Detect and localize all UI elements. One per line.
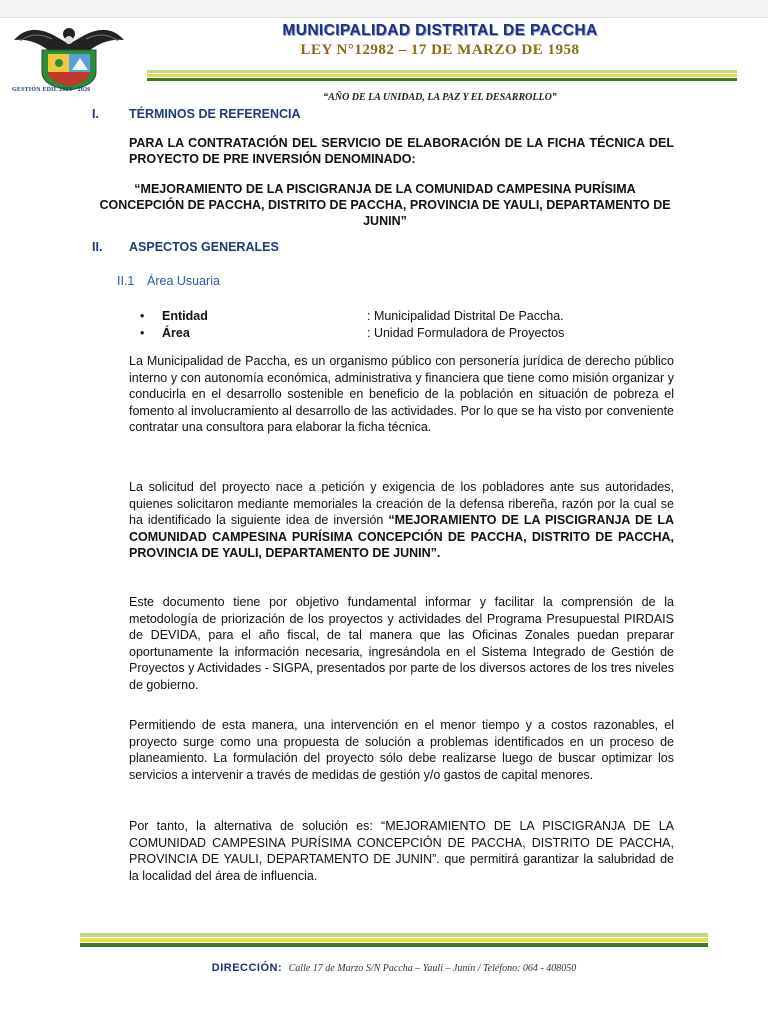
paragraph-2 (129, 479, 674, 562)
paragraph-1: La Municipalidad de Paccha, es un organismo público con personería jurídica de derecho público interno y con autonomía económica, administrativa y financiera que tiene como misión organizar y conducirla en el desarrollo sostenible en beneficio de la población en situación de pobreza el fomento al involucramiento al desarrollo de las actividades. Por lo que se ha visto por conveniente contratar una consultora para elaborar la ficha técnica. (129, 354, 674, 434)
list-item-value: : Municipalidad Distrital De Paccha. (367, 309, 564, 323)
list-item (140, 308, 564, 325)
list-item-value: : Unidad Formuladora de Proyectos (367, 325, 565, 340)
bullet-icon: • (140, 325, 145, 340)
section-1-number: I. (92, 107, 99, 121)
bullet-icon: • (140, 309, 145, 323)
logo-caption: GESTIÓN EDIL 2023 - 2026 (12, 87, 91, 93)
user-area-list (140, 308, 564, 341)
section-2-number: II. (92, 240, 103, 254)
footer-address-text: Calle 17 de Marzo S/N Paccha – Yauli – Junín / Teléfono: 064 - 408050 (288, 963, 577, 974)
paragraph-4: Permitiendo de esta manera, una intervención en el menor tiempo y a costos razonables, el proyecto surge como una propuesta de solución a problemas identificados en un proceso de planeamiento. La formulación del proyecto sólo debe realizarse luego de buscar optimizar los servicios a intervenir a través de medidas de gestión y/o gastos de capital menores. (129, 718, 674, 782)
footer-stripes (80, 933, 708, 948)
section-1-purpose: PARA LA CONTRATACIÓN DEL SERVICIO DE ELABORACIÓN DE LA FICHA TÉCNICA DEL PROYECTO DE PRE INVERSIÓN DENOMINADO: (129, 136, 674, 166)
list-item-label: Área (162, 325, 190, 340)
list-item (140, 325, 564, 342)
paragraph-2-project: “MEJORAMIENTO DE LA PISCIGRANJA DE LA COMUNIDAD CAMPESINA PURÍSIMA CONCEPCIÓN DE PACCHA, DISTRITO DE PACCHA, PROVINCIA DE YAULI, DEPARTAMENTO DE JUNIN”. (129, 513, 674, 560)
paragraph-5: Por tanto, la alternativa de solución es: “MEJORAMIENTO DE LA PISCIGRANJA DE LA COMUNIDAD CAMPESINA PURÍSIMA CONCEPCIÓN DE PACCHA, DISTRITO DE PACCHA, PROVINCIA DE YAULI, DEPARTAMENTO DE JUNIN”. que permitirá garantizar la salubridad de la localidad del área de influencia. (129, 819, 674, 883)
section-2-title: ASPECTOS GENERALES (129, 240, 279, 254)
header-subtitle: LEY N°12982 – 17 DE MARZO DE 1958 (300, 42, 580, 58)
header-stripes (147, 70, 737, 82)
paragraph-3: Este documento tiene por objetivo fundamental informar y facilitar la comprensión de la metodología de priorización de los proyectos y actividades del Programa Presupuestal PIRDAIS de DEVIDA, para el año fiscal, de tal manera que las Oficinas Zonales puedan preparar oportunamente la información necesaria, ingresándola en el Sistema Integrado de Gestión de Proyectos y Actividades - SIGPA, presentados por parte de los diversos actores de los tres niveles de gobierno. (129, 595, 674, 692)
year-motto: “AÑO DE LA UNIDAD, LA PAZ Y EL DESARROLLO” (323, 92, 557, 103)
subsection-number: II.1 (117, 274, 135, 288)
project-title: “MEJORAMIENTO DE LA PISCIGRANJA DE LA COMUNIDAD CAMPESINA PURÍSIMA CONCEPCIÓN DE PACCHA, DISTRITO DE PACCHA, PROVINCIA DE YAULI, DEPARTAMENTO DE JUNIN” (99, 182, 671, 228)
footer-address (80, 962, 708, 974)
section-1-title: TÉRMINOS DE REFERENCIA (129, 107, 301, 121)
paragraph-2-text: La solicitud del proyecto nace a petición y exigencia de los pobladores ante sus autoridades, quienes solicitaron mediante memoriales la creación de la defensa ribereña, razón por la cual se ha identificado la siguiente idea de inversión (129, 480, 674, 527)
header-title: MUNICIPALIDAD DISTRITAL DE PACCHA (282, 22, 598, 39)
subsection-title: Área Usuaria (147, 274, 220, 288)
municipal-logo (10, 20, 128, 96)
viewer-top-bar (0, 0, 768, 18)
list-item-label: Entidad (162, 309, 208, 323)
footer-label: DIRECCIÓN: (211, 962, 283, 974)
